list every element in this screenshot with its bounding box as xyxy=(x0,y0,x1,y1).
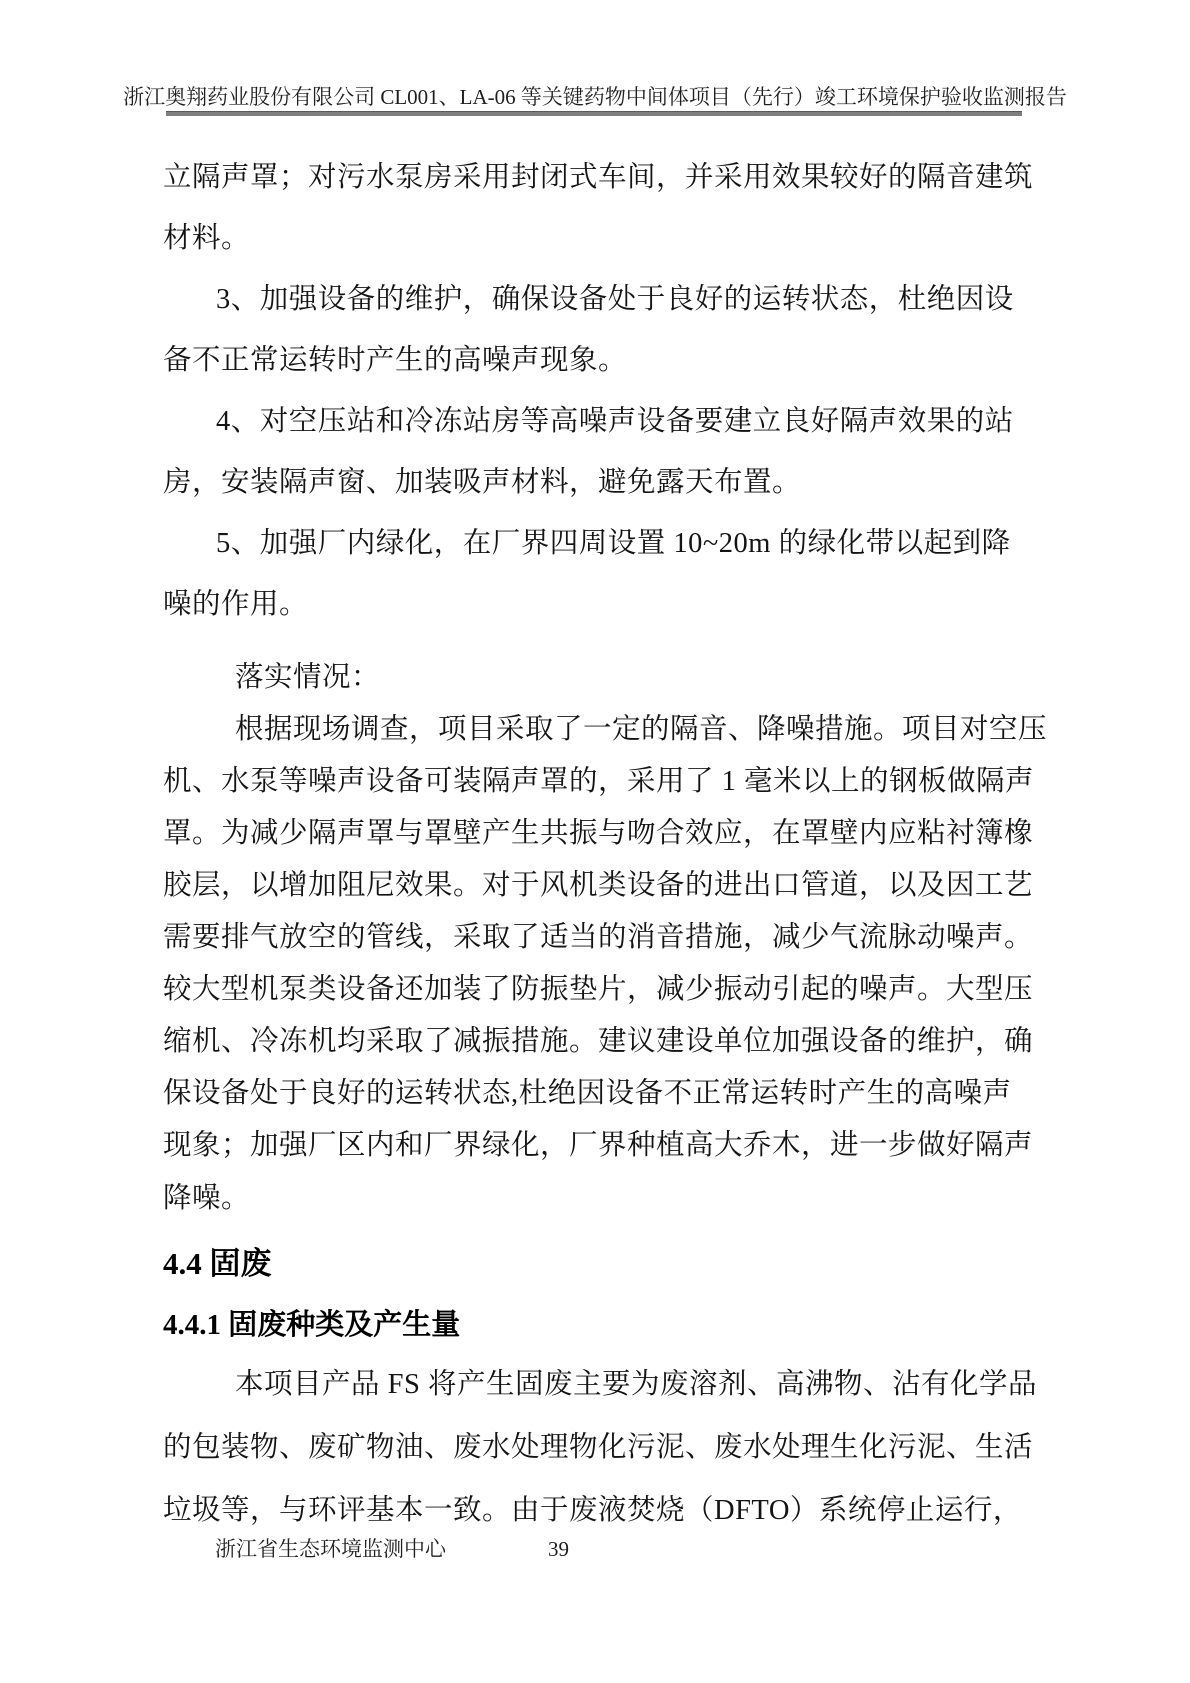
body-line: 本项目产品 FS 将产生固废主要为废溶剂、高沸物、沾有化学品 xyxy=(235,1369,1037,1400)
body-line: 5、加强厂内绿化，在厂界四周设置 10~20m 的绿化带以起到降 xyxy=(216,528,1011,559)
body-line: 3、加强设备的维护，确保设备处于良好的运转状态，杜绝因设 xyxy=(216,284,1014,315)
body-line: 较大型机泵类设备还加装了防振垫片，减少振动引起的噪声。大型压 xyxy=(163,974,1034,1005)
section-heading-4-4-1: 4.4.1 固废种类及产生量 xyxy=(163,1309,461,1341)
section-heading-4-4: 4.4 固废 xyxy=(163,1246,272,1281)
page-number: 39 xyxy=(548,1537,569,1561)
body-line: 垃圾等，与环评基本一致。由于废液焚烧（DFTO）系统停止运行， xyxy=(163,1495,1022,1526)
body-line: 落实情况： xyxy=(235,662,381,693)
body-line: 噪的作用。 xyxy=(163,589,309,620)
body-line: 需要排气放空的管线，采取了适当的消音措施，减少气流脉动噪声。 xyxy=(163,922,1034,953)
body-line: 材料。 xyxy=(163,223,251,254)
body-line: 现象；加强厂区内和厂界绿化，厂界种植高大乔木，进一步做好隔声 xyxy=(163,1130,1034,1161)
report-header-title: 浙江奥翔药业股份有限公司 CL001、LA-06 等关键药物中间体项目（先行）竣工环境保护验收监测报告 xyxy=(123,85,1067,109)
body-line: 机、水泵等噪声设备可装隔声罩的，采用了 1 毫米以上的钢板做隔声 xyxy=(163,766,1035,797)
body-line: 降噪。 xyxy=(163,1183,251,1214)
body-line: 4、对空压站和冷冻站房等高噪声设备要建立良好隔声效果的站 xyxy=(216,406,1014,437)
body-line: 的包装物、废矿物油、废水处理物化污泥、废水处理生化污泥、生活 xyxy=(163,1432,1034,1463)
footer-organization: 浙江省生态环境监测中心 xyxy=(215,1537,446,1561)
body-line: 胶层，以增加阻尼效果。对于风机类设备的进出口管道，以及因工艺 xyxy=(163,870,1034,901)
body-line: 房，安装隔声窗、加装吸声材料，避免露天布置。 xyxy=(163,467,802,498)
body-line: 罩。为减少隔声罩与罩壁产生共振与吻合效应，在罩壁内应粘衬簿橡 xyxy=(163,818,1034,849)
body-line: 备不正常运转时产生的高噪声现象。 xyxy=(163,345,628,376)
body-line: 保设备处于良好的运转状态,杜绝因设备不正常运转时产生的高噪声 xyxy=(163,1078,1012,1109)
body-line: 立隔声罩；对污水泵房采用封闭式车间，并采用效果较好的隔音建筑 xyxy=(163,162,1034,193)
body-line: 根据现场调查，项目采取了一定的隔音、降噪措施。项目对空压 xyxy=(235,714,1048,745)
header-rule xyxy=(166,111,1022,116)
body-line: 缩机、冷冻机均采取了减振措施。建议建设单位加强设备的维护，确 xyxy=(163,1026,1034,1057)
